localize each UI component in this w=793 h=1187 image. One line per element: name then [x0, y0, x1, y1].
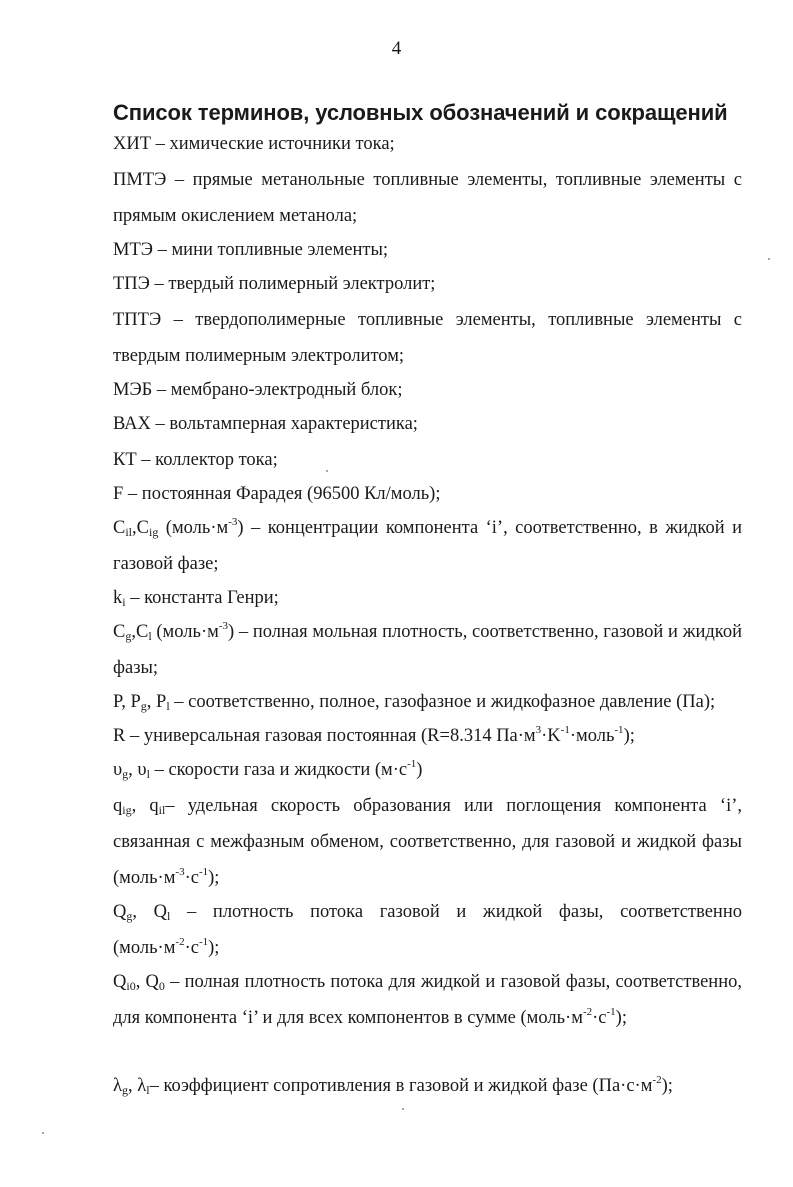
glossary-entry: $k_i$ – константа Генри; — [113, 588, 279, 609]
glossary-entry: ХИТ – химические источники тока; — [113, 134, 395, 154]
glossary-entry: КТ – коллектор тока; — [113, 450, 278, 470]
glossary-entry: P, $P_g$, $P_l$ – соответственно, полное, газофазное и жидкофазное давление (Па); — [113, 692, 716, 713]
section-heading: Список терминов, условных обозначений и сокращений — [113, 100, 728, 125]
glossary-entry: ВАХ – вольтамперная характеристика; — [113, 414, 418, 434]
glossary-entry: $C_{il},C_{ig}$ $(моль\cdot м^{-3})$ – концентрации компонента ‘i’, соответственно, в жидкой и газовой фазе; — [113, 516, 742, 574]
scan-speck — [326, 470, 328, 472]
glossary-entry: $\lambda_g$, $\lambda_l-$ коэффициент сопротивления в газовой и жидкой фазе $(Па\cdot с\cdot м^{-2})$; — [113, 1074, 673, 1097]
glossary-entry: $Q_g$, $Q_l$ – плотность потока газовой и жидкой фазы, соответственно $(моль\cdot м^{-2}\cdot с^{-1})$; — [113, 902, 742, 958]
glossary-entry: МТЭ – мини топливные элементы; — [113, 240, 389, 260]
glossary-entry: $Q_{i0}$, $Q_0$ – полная плотность потока для жидкой и газовой фазы, соответственно, для компонента ‘i’ и для всех компонентов в сумме $(моль\cdot м^{-2}\cdot с^{-1})$; — [113, 972, 742, 1028]
scan-speck — [42, 1132, 44, 1134]
glossary-entry: $C_g,C_l$ $(моль\cdot м^{-3})$ – полная мольная плотность, соответственно, газовой и жидкой фазы; — [113, 620, 742, 678]
glossary-entry: МЭБ – мембрано-электродный блок; — [113, 380, 403, 400]
glossary-entry: $q_{ig}$, $q_{il}-$ удельная скорость образования или поглощения компонента ‘i’, связанная с межфазным обменом, соответственно, для газовой и жидкой фазы $(моль\cdot м^{-3}\cdot с^{-1})$; — [113, 796, 743, 888]
glossary-entry: R – универсальная газовая постоянная (R=8.314 $Па\cdot м^3\cdot K^{-1}\cdot моль^{-1}$); — [113, 724, 635, 746]
glossary-entry: ТПТЭ – твердополимерные топливные элементы, топливные элементы с твердым полимерным электролитом; — [113, 310, 742, 366]
glossary-entry: F – постоянная Фарадея (96500 Кл/моль); — [113, 484, 441, 504]
scan-speck — [402, 1108, 404, 1110]
page-number: 4 — [391, 38, 402, 59]
glossary-entry: ПМТЭ – прямые метанольные топливные элементы, топливные элементы с прямым окислением метанола; — [113, 170, 742, 226]
scan-speck — [768, 258, 770, 260]
glossary-entry: $\upsilon_g$, $\upsilon_l$ – скорости газа и жидкости $(м\cdot с^{-1})$ — [113, 758, 423, 781]
glossary-entry: ТПЭ – твердый полимерный электролит; — [113, 274, 436, 294]
